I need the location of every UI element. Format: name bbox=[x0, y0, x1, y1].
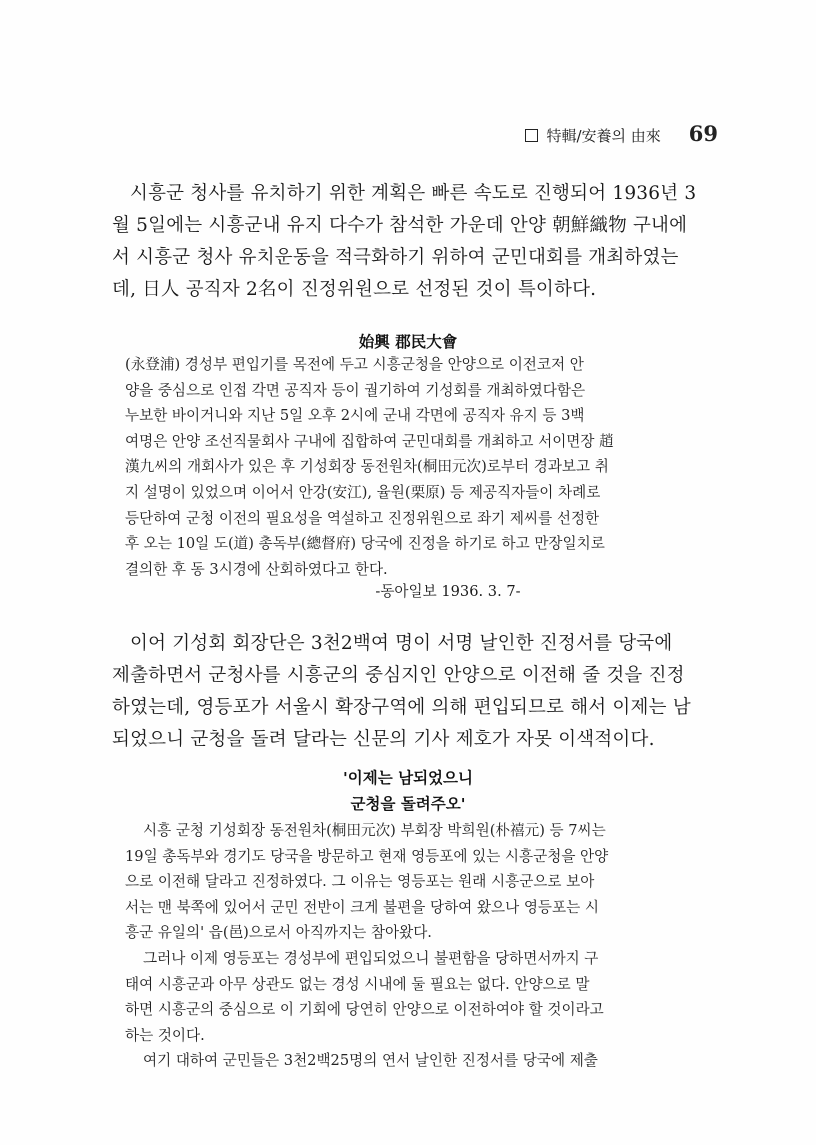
quote-line: 태여 시흥군과 아무 상관도 없는 경성 시내에 둘 필요는 없다. 안양으로 말 bbox=[125, 975, 590, 993]
quote-line: 여기 대하여 군민들은 3천2백25명의 연서 날인한 진정서를 당국에 제출 bbox=[143, 1052, 598, 1070]
quote-title-1: 始興 郡民大會 bbox=[358, 333, 458, 351]
quote-source-1: -동아일보 1936. 3. 7- bbox=[375, 583, 521, 600]
text-line: 하였는데, 영등포가 서울시 확장구역에 의해 편입되므로 해서 이제는 남 bbox=[112, 697, 691, 718]
quote-line: 여명은 안양 조선직물회사 구내에 집합하여 군민대회를 개최하고 서이면장 趙 bbox=[125, 432, 614, 450]
quote-line: 후 오는 10일 도(道) 총독부(總督府) 당국에 진정을 하기로 하고 만장일치로 bbox=[125, 535, 605, 553]
quote-line: (永登浦) 경성부 편입기를 목전에 두고 시흥군청을 안양으로 이전코저 안 bbox=[125, 356, 584, 373]
quote-title-2-line-2: 군청을 돌려주오' bbox=[350, 795, 466, 813]
body-paragraph-1 bbox=[112, 178, 732, 306]
text-line: 이어 기성회 회장단은 3천2백여 명이 서명 날인한 진정서를 당국에 bbox=[130, 633, 673, 654]
text-line: 서 시흥군 청사 유치운동을 적극화하기 위하여 군민대회를 개최하였는 bbox=[112, 247, 679, 268]
section-title: 特輯/安養의 由來 bbox=[546, 127, 661, 145]
text-line: 되었으니 군청을 돌려 달라는 신문의 기사 제호가 자못 이색적이다. bbox=[112, 729, 655, 750]
news-quote-2 bbox=[125, 818, 720, 1074]
quote-line: 결의한 후 동 3시경에 산회하였다고 한다. bbox=[125, 560, 388, 578]
quote-line: 서는 맨 북쪽에 있어서 군민 전반이 크게 불편을 당하여 왔으나 영등포는 시 bbox=[125, 898, 599, 916]
quote-line: 누보한 바이거니와 지난 5일 오후 2시에 군내 각면에 공직자 유지 등 3백 bbox=[125, 407, 585, 425]
quote-line: 19일 총독부와 경기도 당국을 방문하고 현재 영등포에 있는 시흥군청을 안양 bbox=[125, 847, 609, 865]
quote-line: 하면 시흥군의 중심으로 이 기회에 당연히 안양으로 이전하여야 할 것이라고 bbox=[125, 1001, 604, 1019]
checkbox-square-icon bbox=[525, 129, 538, 142]
running-header bbox=[525, 121, 718, 146]
text-line: 월 5일에는 시흥군내 유지 다수가 참석한 가운데 안양 朝鮮織物 구내에 bbox=[112, 215, 688, 236]
quote-line: 흥군 유일의' 읍(邑)으로서 아직까지는 참아왔다. bbox=[125, 924, 432, 942]
quote-line: 으로 이전해 달라고 진정하였다. 그 이유는 영등포는 원래 시흥군으로 보아 bbox=[125, 873, 595, 891]
quote-title-2-line-1: '이제는 남되었으니 bbox=[343, 769, 473, 787]
quote-line: 지 설명이 있었으며 이어서 안강(安江), 율원(栗原) 등 제공직자들이 차례로 bbox=[125, 483, 601, 501]
text-line: 데, 日人 공직자 2名이 진정위원으로 선정된 것이 특이하다. bbox=[112, 279, 597, 300]
quote-line: 시흥 군청 기성회장 동전원차(桐田元次) 부회장 박희원(朴禧元) 등 7씨는 bbox=[143, 822, 606, 839]
quote-line: 하는 것이다. bbox=[125, 1026, 205, 1044]
quote-line: 양을 중심으로 인접 각면 공직자 등이 궐기하여 기성회를 개최하였다함은 bbox=[125, 381, 586, 399]
text-line: 제출하면서 군청사를 시흥군의 중심지인 안양으로 이전해 줄 것을 진정 bbox=[112, 665, 685, 686]
quote-line: 등단하여 군청 이전의 필요성을 역설하고 진정위원으로 좌기 제씨를 선정한 bbox=[125, 509, 600, 527]
quote-line: 그러나 이제 영등포는 경성부에 편입되었으니 불편함을 당하면서까지 구 bbox=[143, 949, 599, 967]
quote-line: 漢九씨의 개회사가 있은 후 기성회장 동전원차(桐田元次)로부터 경과보고 취 bbox=[125, 458, 609, 476]
text-line: 시흥군 청사를 유치하기 위한 계획은 빠른 속도로 진행되어 1936년 3 bbox=[130, 183, 697, 204]
page-number: 69 bbox=[688, 121, 718, 146]
news-quote-1 bbox=[125, 352, 720, 582]
body-paragraph-2 bbox=[112, 628, 732, 756]
